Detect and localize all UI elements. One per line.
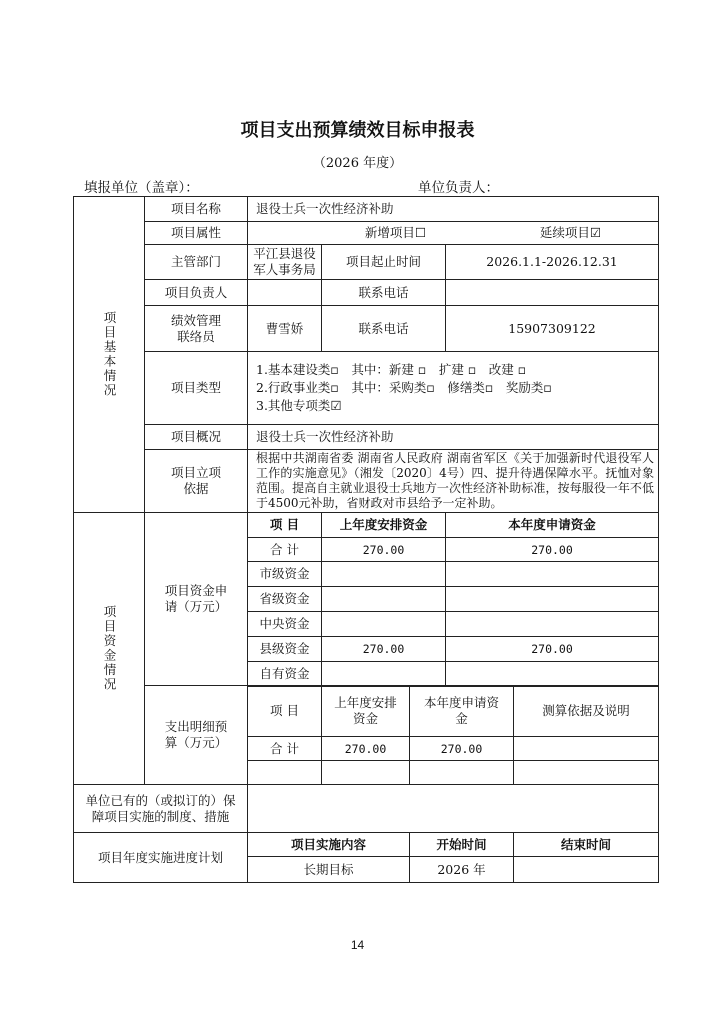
- dept-label: 主管部门: [144, 244, 248, 280]
- attr-continue: 延续项目☑: [539, 225, 602, 240]
- basis-label: 项目立项依据: [144, 449, 248, 513]
- unit-label: 填报单位（盖章）：: [84, 180, 199, 196]
- perf-phone-label: 联系电话: [321, 305, 446, 352]
- perf-phone: 15907309122: [445, 305, 659, 352]
- type-line: 2.行政事业类▫ 其中：采购类▫ 修缮类▫ 奖励类▫: [256, 380, 552, 395]
- detail-cell: 270.00: [321, 736, 410, 761]
- fund-row-label: 县级资金: [247, 636, 322, 662]
- detail-cell: 合 计: [247, 736, 322, 761]
- funds-header: 上年度安排资金: [321, 512, 446, 538]
- funds-section-label: 项目资金情况: [73, 512, 145, 785]
- plan-start: 2026 年: [409, 856, 514, 883]
- perf-contact: 曹雪娇: [247, 305, 322, 352]
- fund-value: 270.00: [321, 537, 446, 562]
- type-line: 1.基本建设类▫ 其中：新建 ▫ 扩建 ▫ 改建 ▫: [256, 362, 527, 377]
- plan-header: 开始时间: [409, 832, 514, 857]
- plan-end: [513, 856, 659, 883]
- fund-value: [321, 561, 446, 587]
- year-label: （2026 年度）: [312, 156, 403, 171]
- fund-value: [445, 661, 659, 687]
- detail-header: 本年度申请资金: [409, 685, 514, 737]
- fund-value: [445, 586, 659, 612]
- measures-value: [247, 784, 659, 833]
- lead-label: 项目负责人: [144, 279, 248, 306]
- plan-label: 项目年度实施进度计划: [73, 832, 248, 883]
- page-number: 14: [350, 938, 365, 952]
- plan-content: 长期目标: [247, 856, 410, 883]
- type-line: 3.其他专项类☑: [256, 398, 342, 413]
- type-options: [247, 351, 659, 425]
- fund-value: 270.00: [321, 636, 446, 662]
- fund-value: [321, 661, 446, 687]
- fund-row-label: 自有资金: [247, 661, 322, 687]
- fund-value: [321, 586, 446, 612]
- lead-phone-label: 联系电话: [321, 279, 446, 306]
- detail-cell: 270.00: [409, 736, 514, 761]
- fund-row-label: 省级资金: [247, 586, 322, 612]
- detail-cell: [409, 760, 514, 785]
- attr-label: 项目属性: [144, 221, 248, 245]
- lead: [247, 279, 322, 306]
- fund-value: 270.00: [445, 537, 659, 562]
- attr-new: 新增项目☐: [364, 225, 427, 240]
- page-title: 项目支出预算绩效目标申报表: [240, 120, 475, 141]
- owner-label: 单位负责人：: [418, 180, 499, 196]
- lead-phone: [445, 279, 659, 306]
- perf-label: 绩效管理联络员: [144, 305, 248, 352]
- plan-header: 项目实施内容: [247, 832, 410, 857]
- detail-cell: [513, 760, 659, 785]
- overview: 退役士兵一次性经济补助: [247, 424, 659, 450]
- detail-cell: [321, 760, 410, 785]
- detail-header: 项 目: [247, 685, 322, 737]
- funds-header: 项 目: [247, 512, 322, 538]
- measures-label: 单位已有的（或拟订的）保障项目实施的制度、措施: [73, 784, 248, 833]
- detail-header: 上年度安排资金: [321, 685, 410, 737]
- dept: 平江县退役军人事务局: [247, 244, 322, 280]
- fund-row-label: 合 计: [247, 537, 322, 562]
- fund-value: [445, 611, 659, 637]
- name-label: 项目名称: [144, 196, 248, 222]
- attr-cell: [247, 221, 659, 245]
- detail-cell: [513, 736, 659, 761]
- plan-header: 结束时间: [513, 832, 659, 857]
- type-label: 项目类型: [144, 351, 248, 425]
- project-name: 退役士兵一次性经济补助: [247, 196, 659, 222]
- basic-section-label: 项目基本情况: [73, 196, 145, 513]
- overview-label: 项目概况: [144, 424, 248, 450]
- fund-row-label: 中央资金: [247, 611, 322, 637]
- apply-label: 项目资金申请（万元）: [144, 512, 248, 686]
- fund-value: 270.00: [445, 636, 659, 662]
- fund-row-label: 市级资金: [247, 561, 322, 587]
- period-label: 项目起止时间: [321, 244, 446, 280]
- period: 2026.1.1-2026.12.31: [445, 244, 659, 280]
- detail-label: 支出明细预算（万元）: [144, 685, 248, 785]
- detail-cell: [247, 760, 322, 785]
- fund-value: [321, 611, 446, 637]
- basis: 根据中共湖南省委 湖南省人民政府 湖南省军区《关于加强新时代退役军人工作的实施意见》（湘发〔2020〕4号）四、提升待遇保障水平。抚恤对象范围。提高自主就业退役士兵地方一次性经济补助标准，按每服役一年不低于4500元补助，省财政对市县给予一定补助。: [247, 449, 659, 513]
- fund-value: [445, 561, 659, 587]
- detail-header: 测算依据及说明: [513, 685, 659, 737]
- funds-header: 本年度申请资金: [445, 512, 659, 538]
